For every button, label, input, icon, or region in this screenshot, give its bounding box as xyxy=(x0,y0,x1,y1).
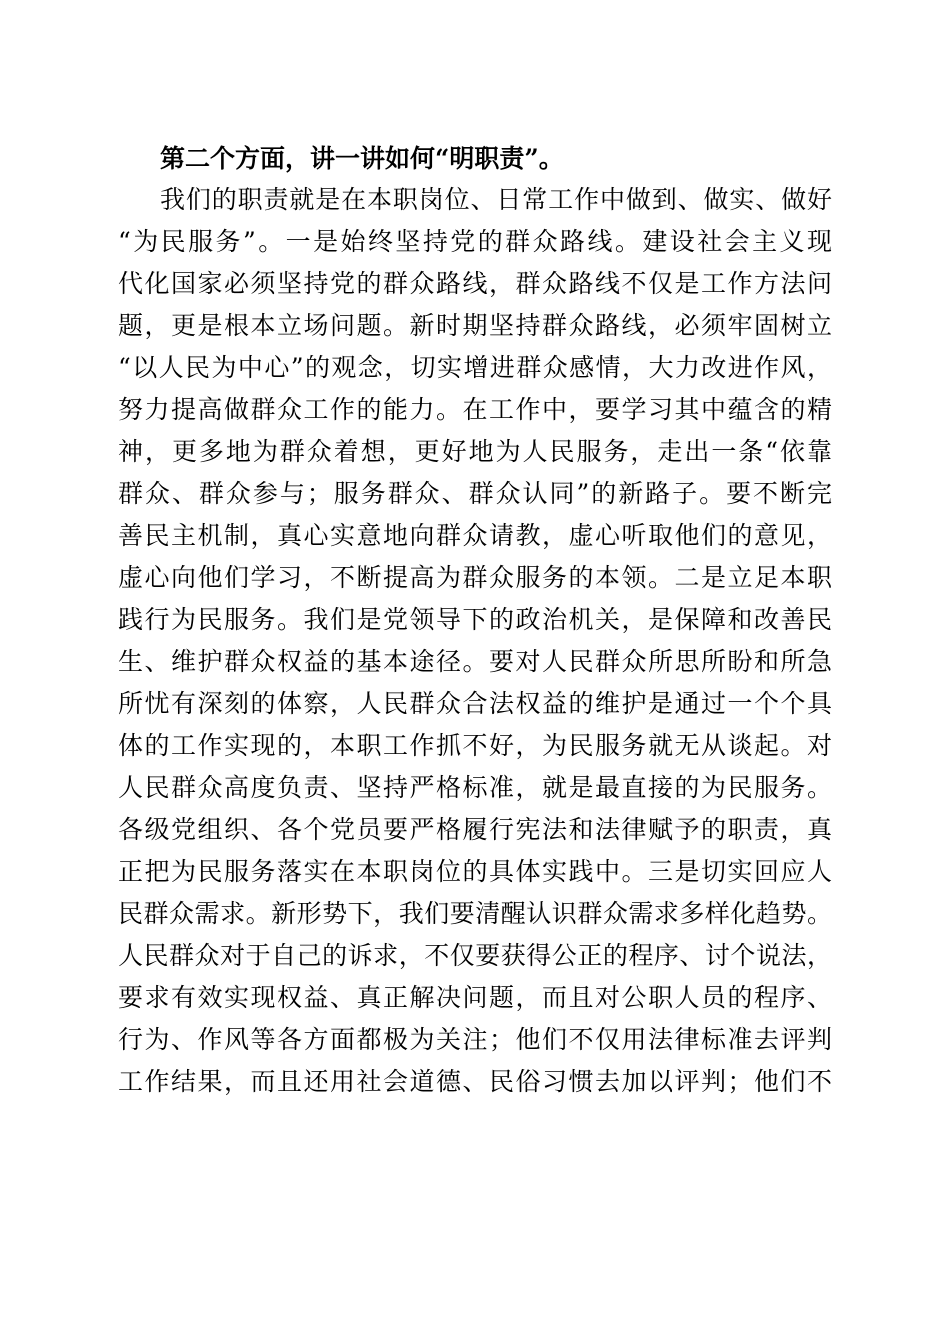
paragraph-line: 神，更多地为群众着想，更好地为人民服务，走出一条“依靠 xyxy=(118,437,832,466)
paragraph-line: 我们的职责就是在本职岗位、日常工作中做到、做实、做好 xyxy=(160,185,832,214)
paragraph-line: 工作结果，而且还用社会道德、民俗习惯去加以评判；他们不 xyxy=(118,1067,832,1096)
paragraph-line: 要求有效实现权益、真正解决问题，而且对公职人员的程序、 xyxy=(118,983,832,1012)
paragraph-line: 体的工作实现的，本职工作抓不好，为民服务就无从谈起。对 xyxy=(118,731,832,760)
paragraph-line: 努力提高做群众工作的能力。在工作中，要学习其中蕴含的精 xyxy=(118,395,832,424)
paragraph-line: 群众、群众参与；服务群众、群众认同”的新路子。要不断完 xyxy=(118,479,832,508)
paragraph-line: 人民群众对于自己的诉求，不仅要获得公正的程序、讨个说法， xyxy=(118,941,832,970)
paragraph-line: 善民主机制，真心实意地向群众请教，虚心听取他们的意见， xyxy=(118,521,832,550)
paragraph-line: 民群众需求。新形势下，我们要清醒认识群众需求多样化趋势。 xyxy=(118,899,832,928)
paragraph-line: 题，更是根本立场问题。新时期坚持群众路线，必须牢固树立 xyxy=(118,311,832,340)
paragraph-line: 所忧有深刻的体察，人民群众合法权益的维护是通过一个个具 xyxy=(118,689,832,718)
paragraph-line: 正把为民服务落实在本职岗位的具体实践中。三是切实回应人 xyxy=(118,857,832,886)
paragraph-line: 生、维护群众权益的基本途径。要对人民群众所思所盼和所急 xyxy=(118,647,832,676)
section-heading: 第二个方面，讲一讲如何“明职责”。 xyxy=(160,144,564,173)
paragraph-line: “为民服务”。一是始终坚持党的群众路线。建设社会主义现 xyxy=(118,227,832,256)
paragraph-line: 虚心向他们学习，不断提高为群众服务的本领。二是立足本职 xyxy=(118,563,832,592)
paragraph-line: 人民群众高度负责、坚持严格标准，就是最直接的为民服务。 xyxy=(118,773,832,802)
paragraph-line: 践行为民服务。我们是党领导下的政治机关，是保障和改善民 xyxy=(118,605,832,634)
paragraph-line: 各级党组织、各个党员要严格履行宪法和法律赋予的职责，真 xyxy=(118,815,832,844)
paragraph-line: “以人民为中心”的观念，切实增进群众感情，大力改进作风， xyxy=(118,353,832,382)
paragraph-line: 行为、作风等各方面都极为关注；他们不仅用法律标准去评判 xyxy=(118,1025,832,1054)
paragraph-line: 代化国家必须坚持党的群众路线，群众路线不仅是工作方法问 xyxy=(118,269,832,298)
